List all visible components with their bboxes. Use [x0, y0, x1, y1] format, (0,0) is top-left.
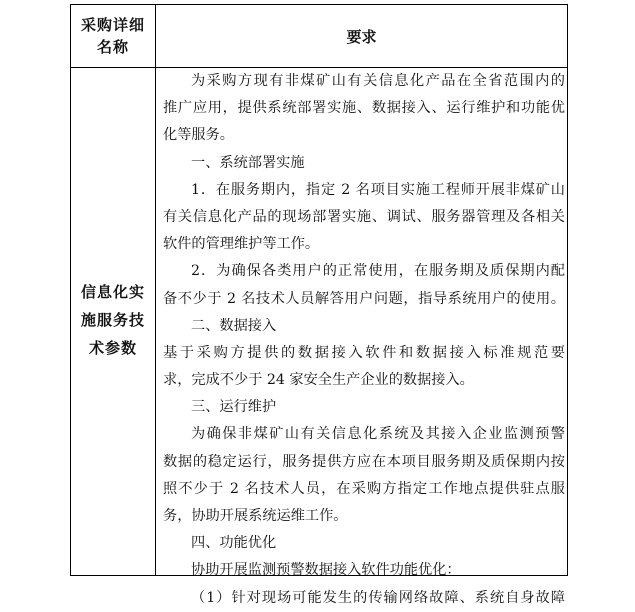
header-cell-requirement [156, 5, 567, 67]
section-heading: 三、运行维护 [191, 399, 277, 416]
text-line: 为采购方现有非煤矿山有关信息化产品在全省范围内的 [191, 73, 565, 89]
requirement-text [163, 68, 565, 612]
text-line: 基于采购方提供的数据接入软件和数据接入标准规范要 [163, 344, 565, 361]
row-label-line-1: 信息化实 [80, 282, 145, 301]
header-name-line-1: 采购详细 [81, 16, 146, 34]
text-line: 有关信息化产品的现场部署实施、调试、服务器管理及各相关 [163, 208, 565, 225]
text-line: 1．在服务期内，指定 2 名项目实施工程师开展非煤矿山 [191, 181, 565, 198]
row-label-cell [71, 68, 155, 575]
text-line: 推广应用，提供系统部署实施、数据接入、运行维护和功能优 [163, 100, 565, 117]
section-heading: 二、数据接入 [191, 317, 277, 334]
text-line: 软件的管理维护等工作。 [163, 236, 320, 253]
header-name-label [81, 14, 145, 58]
row-label-line-3: 术参数 [88, 338, 137, 357]
section-heading: 四、功能优化 [191, 535, 277, 552]
text-line: 照不少于 2 名技术人员，在采购方指定工作地点提供驻点服 [163, 480, 565, 497]
text-line: 务，协助开展系统运维工作。 [163, 508, 348, 524]
row-label-line-2: 施服务技 [80, 310, 145, 329]
header-requirement-label: 要求 [346, 27, 377, 46]
text-line: 数据的稳定运行，服务提供方应在本项目服务期及质保期内按 [163, 453, 565, 470]
text-line: 求，完成不少于 24 家安全生产企业的数据接入。 [163, 372, 474, 389]
text-line: 协助开展监测预警数据接入软件功能优化： [191, 562, 461, 579]
text-line: （1）针对现场可能发生的传输网络故障、系统自身故障 [191, 589, 565, 606]
requirements-table [70, 4, 568, 606]
header-cell-name [71, 5, 155, 67]
row-label [79, 278, 147, 362]
text-line: 化等服务。 [163, 127, 234, 144]
text-line: 为确保非煤矿山有关信息化系统及其接入企业监测预警 [191, 426, 565, 443]
section-heading: 一、系统部署实施 [191, 154, 305, 171]
column-divider [155, 5, 156, 575]
text-line: 备不少于 2 名技术人员解答用户问题，指导系统用户的使用。 [163, 290, 565, 307]
header-name-line-2: 名称 [96, 38, 129, 56]
text-line: 2．为确保各类用户的正常使用，在服务期及质保期内配 [191, 263, 565, 280]
